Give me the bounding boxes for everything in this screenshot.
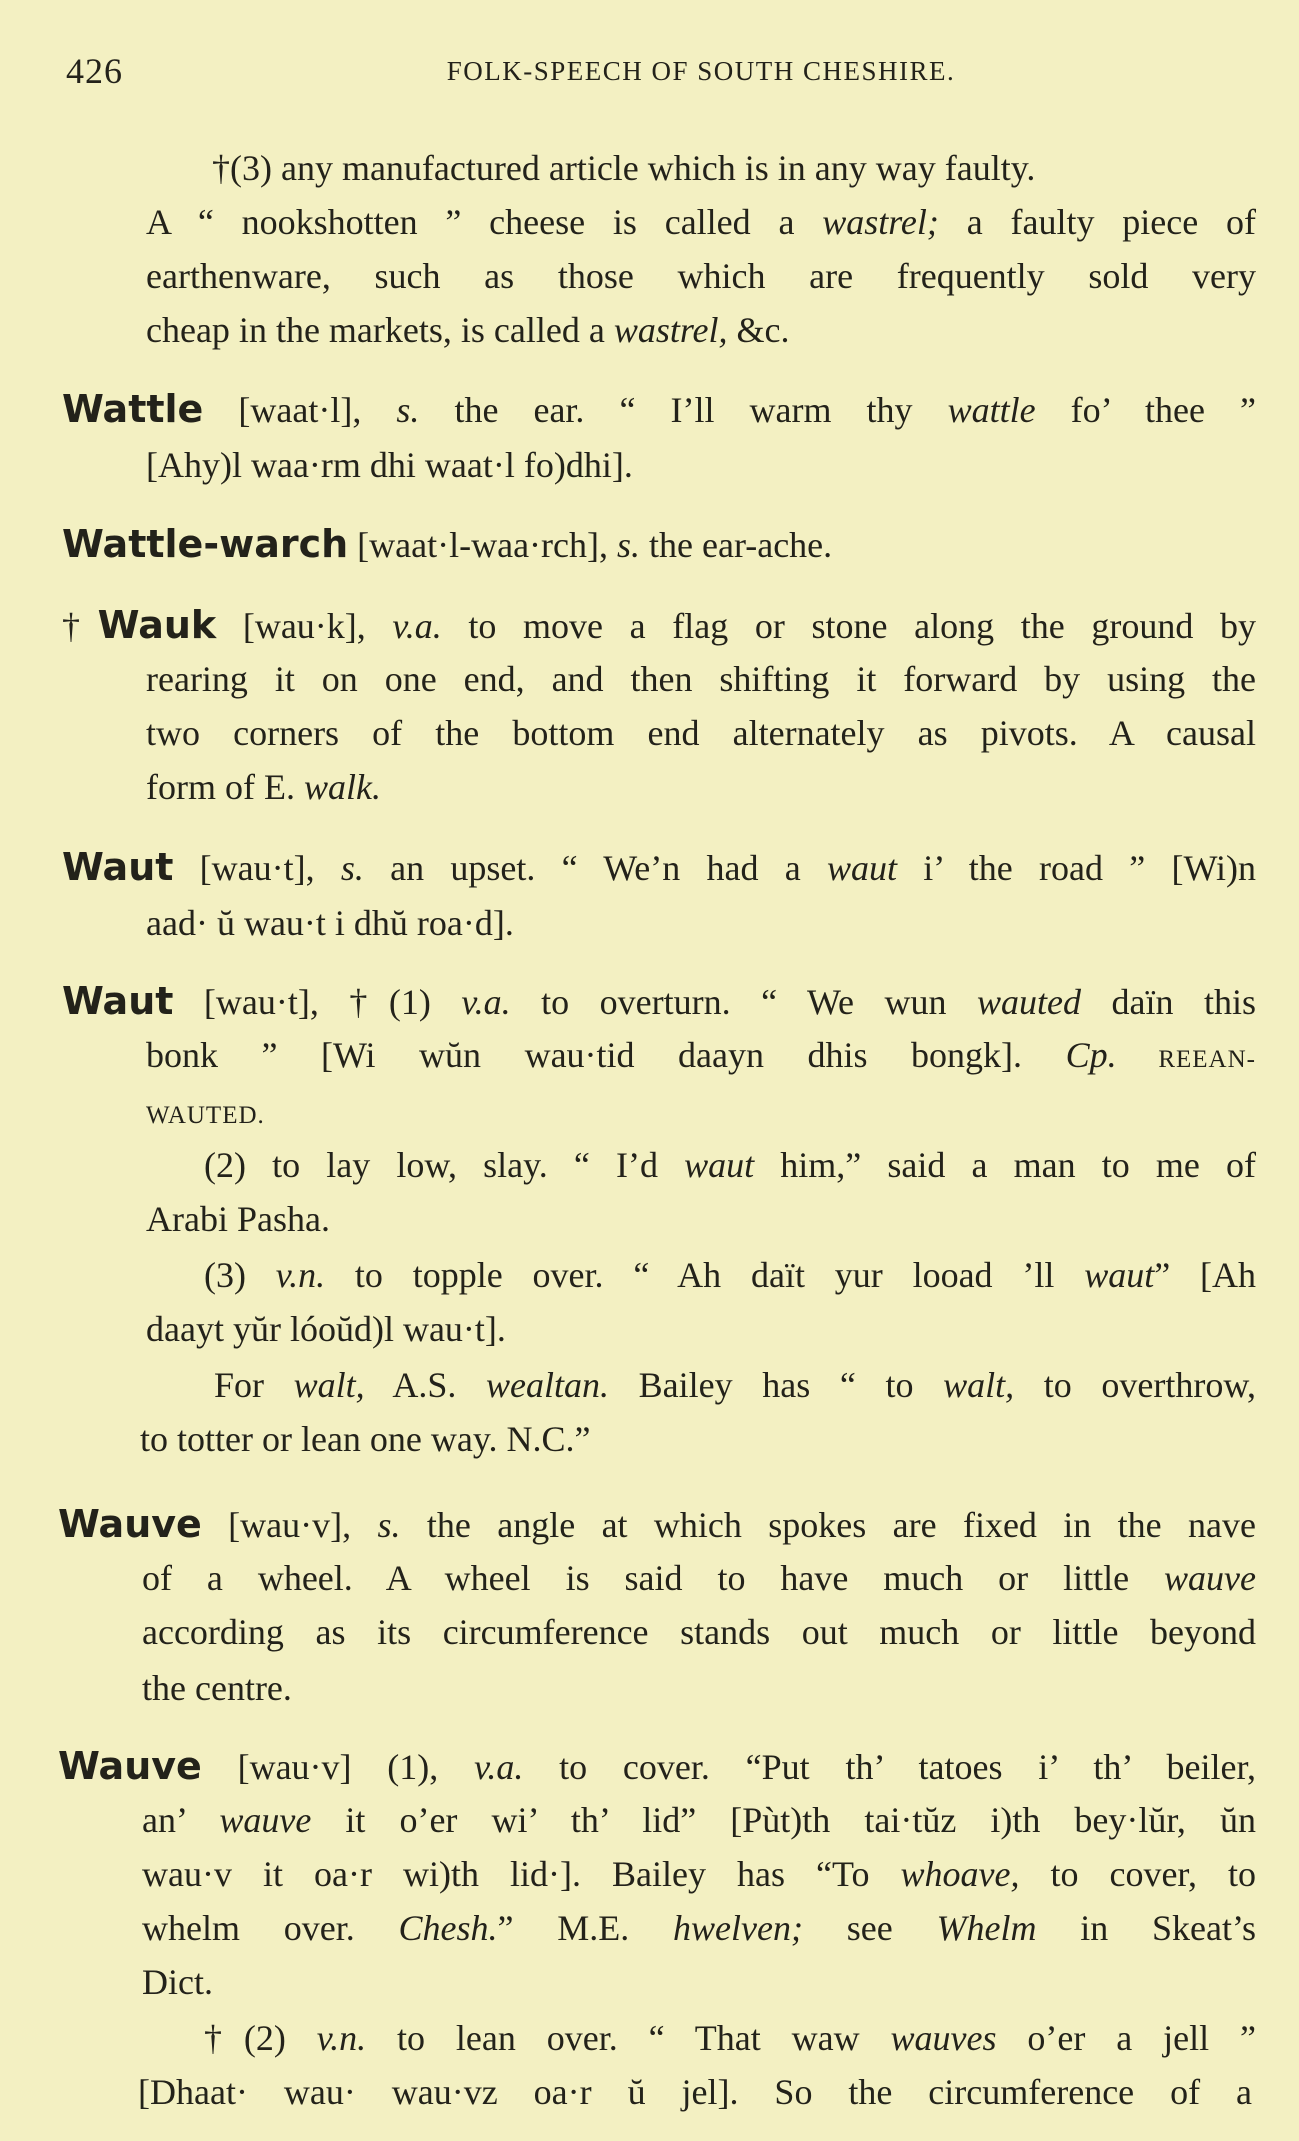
- text-line: of a wheel. A wheel is said to have much or little wauve: [142, 1558, 1256, 1598]
- running-title: FOLK-SPEECH OF SOUTH CHESHIRE.: [446, 56, 956, 86]
- text-line: an’ wauve it o’er wi’ th’ lid” [Pùt)th tai·tŭz i)th bey·lŭr, ŭn: [142, 1800, 1256, 1840]
- page-header: [66, 50, 1256, 94]
- text-line: Waut [wau·t], s. an upset. “ We’n had a waut i’ the road ” [Wi)n: [62, 845, 1256, 889]
- text-line: Wattle [waat·l], s. the ear. “ I’ll warm thy wattle fo’ thee ”: [62, 387, 1256, 431]
- text-line: whelm over. Chesh.” M.E. hwelven; see Whelm in Skeat’s: [142, 1908, 1257, 1948]
- headword: Wauk: [97, 603, 217, 647]
- text-line: Waut [wau·t], †(1) v.a. to overturn. “ We wun wauted daïn this: [62, 979, 1257, 1023]
- headword: Wauve: [58, 1502, 202, 1546]
- text-line: WAUTED.: [146, 1102, 265, 1129]
- headword: Waut: [62, 979, 174, 1023]
- headword: Wattle-warch: [62, 522, 349, 566]
- text-line: two corners of the bottom end alternately as pivots. A causal: [146, 713, 1256, 753]
- text-line: †Wauk [wau·k], v.a. to move a flag or stone along the ground by: [62, 603, 1257, 647]
- text-line: [Ahy)l waa·rm dhi waat·l fo)dhi].: [146, 445, 633, 485]
- text-line: bonk ” [Wi wŭn wau·tid daayn dhis bongk]. Cp. REEAN-: [146, 1035, 1256, 1075]
- headword: Waut: [62, 845, 174, 889]
- text-line: form of E. walk.: [146, 767, 381, 807]
- headword: Wattle: [62, 387, 204, 431]
- text-line: daayt yŭr lóoŭd)l wau·t].: [146, 1309, 506, 1349]
- text-line: Arabi Pasha.: [146, 1199, 330, 1239]
- text-line: (2) to lay low, slay. “ I’d waut him,” said a man to me of: [204, 1145, 1256, 1185]
- text-line: Wauve [wau·v] (1), v.a. to cover. “Put th’ tatoes i’ th’ beiler,: [58, 1744, 1256, 1788]
- text-line: Wauve [wau·v], s. the angle at which spokes are fixed in the nave: [58, 1502, 1256, 1546]
- text-line: rearing it on one end, and then shifting it forward by using the: [146, 659, 1256, 699]
- text-line: Dict.: [142, 1962, 213, 2002]
- text-line: Wattle-warch [waat·l-waa·rch], s. the ear-ache.: [62, 522, 833, 566]
- text-line: [Dhaat· wau· wau·vz oa·r ŭ jel]. So the circumference of a: [138, 2072, 1252, 2112]
- text-line: cheap in the markets, is called a wastrel, &c.: [146, 310, 790, 350]
- text-line: earthenware, such as those which are frequently sold very: [146, 256, 1256, 296]
- text-line: according as its circumference stands out much or little beyond: [142, 1612, 1256, 1652]
- text-line: the centre.: [142, 1668, 292, 1708]
- text-line: (3) v.n. to topple over. “ Ah daït yur looad ’ll waut” [Ah: [204, 1255, 1256, 1295]
- text-line: A “ nookshotten ” cheese is called a wastrel; a faulty piece of: [146, 202, 1256, 242]
- text-line: to totter or lean one way. N.C.”: [140, 1419, 591, 1459]
- text-line: For walt, A.S. wealtan. Bailey has “ to walt, to overthrow,: [214, 1365, 1256, 1405]
- text-line: aad· ŭ wau·t i dhŭ roa·d].: [146, 903, 514, 943]
- text-line: wau·v it oa·r wi)th lid·]. Bailey has “To whoave, to cover, to: [142, 1854, 1257, 1894]
- page-number: 426: [66, 51, 123, 91]
- text-line: †(2) v.n. to lean over. “ That waw wauves o’er a jell ”: [204, 2018, 1256, 2058]
- headword: Wauve: [58, 1744, 202, 1788]
- text-line: †(3) any manufactured article which is in any way faulty.: [212, 148, 1036, 188]
